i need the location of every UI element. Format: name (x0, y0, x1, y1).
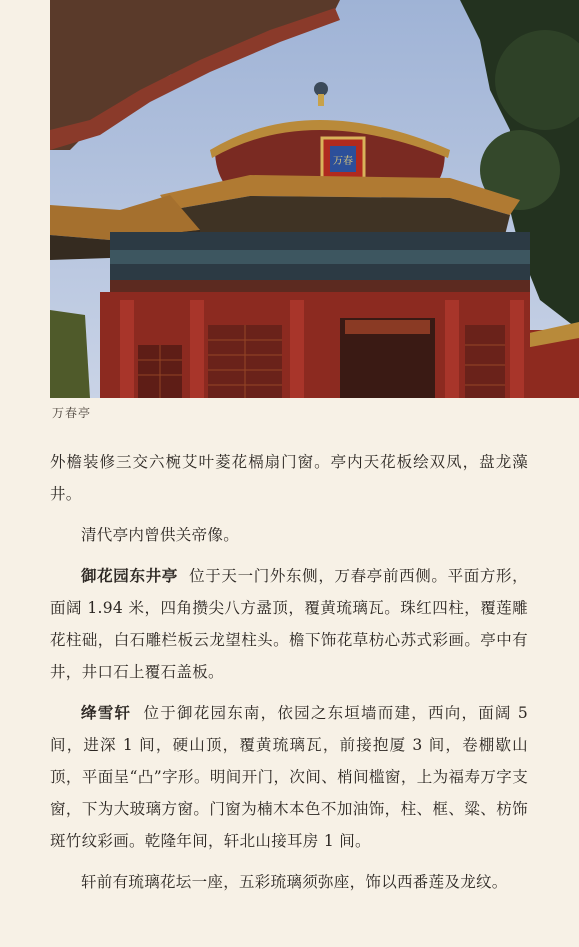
paragraph-text: 位于御花园东南，依园之东垣墙而建，西向，面阔 5 间，进深 1 间，硬山顶，覆黄琉璃瓦，前接抱厦 3 间，卷棚歇山顶，平面呈“凸”字形。明间开门，次间、梢间槛窗，上为福寿万字支窗，下为大玻璃方窗。门窗为楠木本色不加油饰，柱、框、粱、枋饰斑竹纹彩画。乾隆年间，轩北山接耳房 1 间。 (50, 704, 528, 850)
paragraph-text: 位于天一门外东侧，万春亭前西侧。平面方形，面阔 1.94 米，四角攒尖八方盝顶，覆黄琉璃瓦。珠红四柱，覆莲雕花柱础，白石雕栏板云龙望柱头。檐下饰花草枋心苏式彩画。亭中有井，井口石上覆石盖板。 (50, 567, 528, 681)
paragraph (50, 560, 528, 688)
entry-term: 御花园东井亭 (81, 567, 178, 585)
article-body (50, 446, 528, 907)
paragraph (50, 519, 528, 551)
paragraph (50, 866, 528, 898)
pavilion-photo (50, 0, 579, 398)
paragraph-text: 轩前有琉璃花坛一座，五彩琉璃须弥座，饰以西番莲及龙纹。 (81, 873, 508, 891)
paragraph-text: 外檐装修三交六椀艾叶菱花槅扇门窗。亭内天花板绘双凤，盘龙藻井。 (50, 453, 528, 503)
photo-caption: 万春亭 (52, 406, 92, 420)
paragraph (50, 697, 528, 857)
paragraph-text: 清代亭内曾供关帝像。 (81, 526, 240, 544)
pavilion-sign-text: 万春 (333, 156, 353, 167)
paragraph (50, 446, 528, 510)
entry-term: 绛雪轩 (81, 704, 132, 722)
